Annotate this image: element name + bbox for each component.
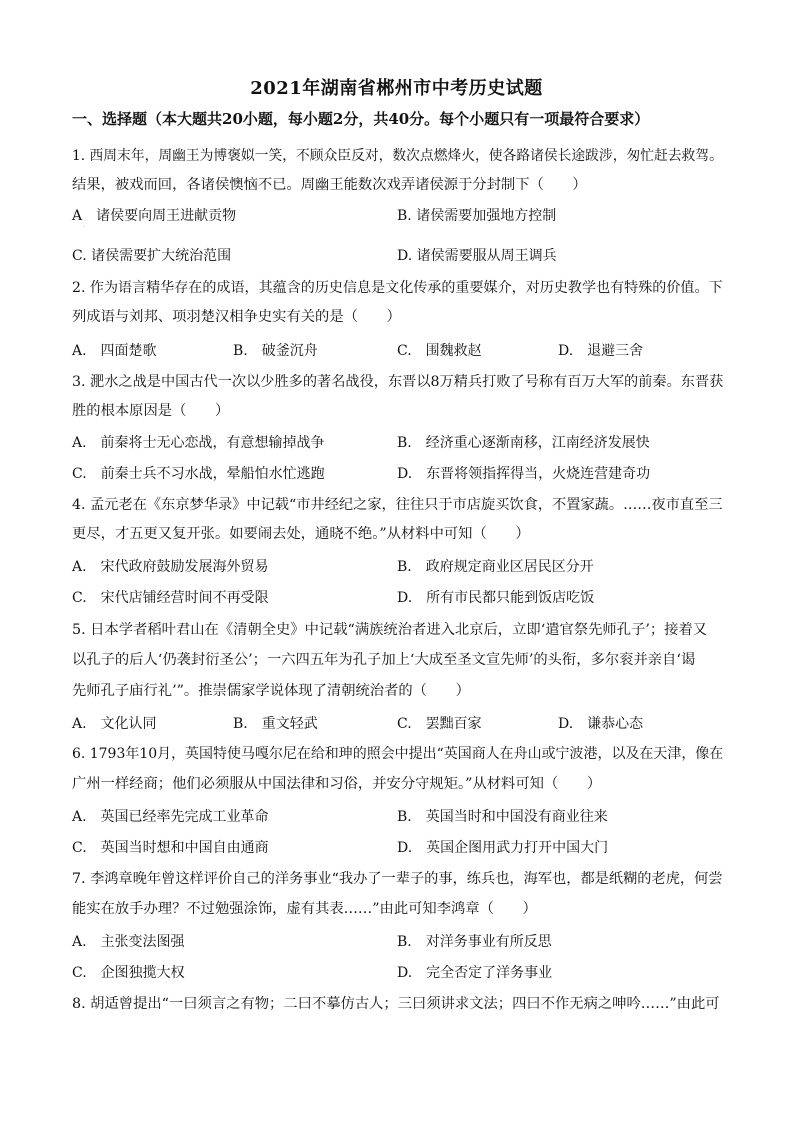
question-5-option-b: B. 重文轻武 xyxy=(233,716,318,732)
question-1-option-d: D. 诸侯需要服从周王调兵 xyxy=(397,248,557,264)
question-4-option-a: A. 宋代政府鼓励发展海外贸易 xyxy=(72,559,269,575)
question-6-line-1: 6. 1793年10月，英国特使马嘎尔尼在给和珅的照会中提出“英国商人在舟山或宁波港，以及在天津，像在 xyxy=(72,746,724,762)
question-1-line-1: 1. 西周末年，周幽王为博褒姒一笑，不顾众臣反对，数次点燃烽火，使各路诸侯长途跋涉，匆忙赶去救驾。 xyxy=(72,148,723,164)
scan-mark: ` xyxy=(83,226,86,233)
question-4-option-c: C. 宋代店铺经营时间不再受限 xyxy=(72,590,269,606)
question-2-option-d: D. 退避三舍 xyxy=(558,343,644,359)
question-4-line-1: 4. 孟元老在《东京梦华录》中记载“市井经纪之家，往往只于市店旋买饮食，不置家蔬。……夜市直至三 xyxy=(72,497,723,513)
question-4-option-d: D. 所有市民都只能到饭店吃饭 xyxy=(397,590,595,606)
section-heading: 一、选择题（本大题共20小题，每小题2分，共40分。每个小题只有一项最符合要求） xyxy=(72,110,650,128)
question-3-option-c: C. 前秦士兵不习水战，晕船怕水忙逃跑 xyxy=(72,466,325,482)
question-3-option-d: D. 东晋将领指挥得当，火烧连营建奇功 xyxy=(397,466,651,482)
question-1-option-b: B. 诸侯需要加强地方控制 xyxy=(397,208,557,224)
question-4-option-b: B. 政府规定商业区居民区分开 xyxy=(397,559,594,575)
question-3-option-a: A. 前秦将士无心恋战，有意想输掉战争 xyxy=(72,435,325,451)
question-7-option-a: A. 主张变法图强 xyxy=(72,934,185,950)
question-5-line-3: 先师孔子庙行礼’”。推崇儒家学说体现了清朝统治者的（ ） xyxy=(72,683,470,699)
question-2-line-1: 2. 作为语言精华存在的成语，其蕴含的历史信息是文化传承的重要媒介，对历史教学也有特殊的价值。下 xyxy=(72,280,723,296)
question-6-option-b: B. 英国当时和中国没有商业往来 xyxy=(397,809,608,825)
page-title: 2021年湖南省郴州市中考历史试题 xyxy=(250,78,543,99)
question-7-line-2: 能实在放手办理？不过勉强涂饰，虚有其表……”由此可知李鸿章（ ） xyxy=(72,901,537,917)
question-3-line-1: 3. 淝水之战是中国古代一次以少胜多的著名战役，东晋以8万精兵打败了号称有百万大军的前秦。东晋获 xyxy=(72,374,724,390)
question-1-option-c: C. 诸侯需要扩大统治范围 xyxy=(72,248,232,264)
question-6-line-2: 广州一样经商；他们必须服从中国法律和习俗，并安分守规矩。”从材料可知（ ） xyxy=(72,776,602,792)
question-5-line-1: 5. 日本学者稻叶君山在《清朝全史》中记载“满族统治者进入北京后，立即‘遣官祭先师孔子’；接着又 xyxy=(72,622,708,638)
question-3-line-2: 胜的根本原因是（ ） xyxy=(72,403,230,419)
question-1-option-a: A 诸侯要向周王进献贡物 xyxy=(72,208,237,224)
question-7-option-d: D. 完全否定了洋务事业 xyxy=(397,965,553,981)
question-6-option-c: C. 英国当时想和中国自由通商 xyxy=(72,840,269,856)
question-2-option-c: C. 围魏救赵 xyxy=(397,343,482,359)
question-5-option-d: D. 谦恭心态 xyxy=(558,716,644,732)
question-2-option-a: A. 四面楚歌 xyxy=(72,343,157,359)
question-3-option-b: B. 经济重心逐渐南移，江南经济发展快 xyxy=(397,435,650,451)
question-5-option-a: A. 文化认同 xyxy=(72,716,157,732)
question-6-option-d: D. 英国企图用武力打开中国大门 xyxy=(397,840,609,856)
question-4-line-2: 更尽，才五更又复开张。如要闹去处，通晓不绝。”从材料中可知（ ） xyxy=(72,526,530,542)
question-2-line-2: 列成语与刘邦、项羽楚汉相争史实有关的是（ ） xyxy=(72,309,401,325)
question-2-option-b: B. 破釜沉舟 xyxy=(233,343,318,359)
question-5-option-c: C. 罢黜百家 xyxy=(397,716,482,732)
question-7-option-c: C. 企图独揽大权 xyxy=(72,965,185,981)
question-7-option-b: B. 对洋务事业有所反思 xyxy=(397,934,552,950)
question-5-line-2: 以孔子的后人‘仍袭封衍圣公’；一六四五年为孔子加上‘大成至圣文宣先师’的头衔，多尔衮并亲自‘谒 xyxy=(72,652,696,668)
question-1-line-2: 结果，被戏而回，各诸侯懊恼不已。周幽王能数次戏弄诸侯源于分封制下（ ） xyxy=(72,177,587,193)
question-7-line-1: 7. 李鸿章晚年曾这样评价自己的洋务事业“我办了一辈子的事，练兵也，海军也，都是纸糊的老虎，何尝 xyxy=(72,871,723,887)
question-6-option-a: A. 英国已经率先完成工业革命 xyxy=(72,809,269,825)
question-8-line-1: 8. 胡适曾提出“一曰须言之有物；二曰不摹仿古人；三曰须讲求文法；四曰不作无病之呻吟……”由此可 xyxy=(72,996,720,1012)
